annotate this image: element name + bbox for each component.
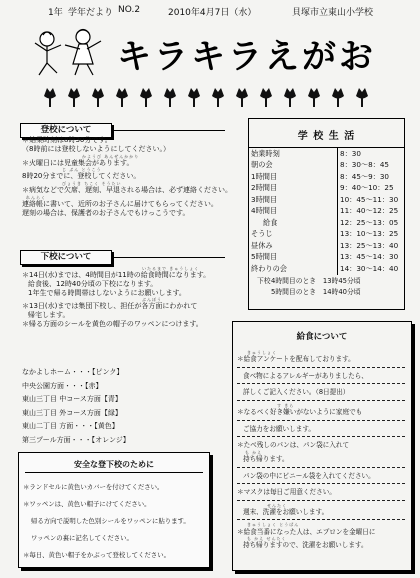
period-time: 10：45〜11：30 (340, 194, 399, 204)
lunch-line: ＊なるべく好き嫌いがないように家庭でも (237, 408, 363, 417)
dismissal-text (22, 266, 252, 329)
ruby-reading: びょうき ちこく そうたい (62, 181, 122, 186)
tulip-border (40, 86, 385, 108)
schedule-row (249, 263, 400, 275)
safety-line: ＊ワッペンは、黄色い帽子にけてください。 (23, 500, 151, 508)
commute-line: 連絡帳に書いて、近所のお子さんに届けてもらってください。 (22, 199, 218, 208)
ruby-reading: れんらく (26, 194, 46, 200)
commute-text (22, 136, 244, 217)
route-list (22, 366, 130, 447)
commute-line: （8時前には登校しないようにしてください。） (22, 144, 170, 153)
dismissal-line: 給食後、12時40分頃の下校になります。 (28, 279, 158, 288)
newsletter-title: キラキラえがお (117, 37, 376, 77)
issue-date: 2010年4月7日（水） (168, 8, 257, 18)
period-time: 13：45〜14：30 (340, 252, 399, 262)
lunch-line: パン袋の中にビニール袋を入れてください。 (243, 471, 375, 480)
schedule-row (249, 206, 400, 218)
commute-line: ＊始業時刻は8時30分です。 (22, 136, 112, 144)
schedule-row (249, 240, 400, 252)
lunch-line: ご協力をお願いします。 (243, 424, 316, 433)
ruby-reading: せんたく (267, 502, 287, 508)
safety-line: 帰る方向で説明した色別シールをワッペンに貼ります。 (31, 517, 190, 525)
period-label: 3時間目 (249, 194, 338, 206)
dismissal-times-label: 下校 (257, 276, 271, 285)
period-time: 8：45〜9：30 (340, 171, 390, 181)
schedule-row (249, 194, 400, 206)
lunch-line: ＊マスクは毎日ご用意ください。 (237, 488, 336, 497)
commute-line: ＊火曜日には児童集会があります。 (22, 158, 134, 167)
period-time: 12：25〜13：05 (340, 217, 399, 227)
grade-label: 1年 (48, 8, 63, 18)
schedule-row (249, 171, 400, 183)
safety-box (18, 452, 210, 568)
schedule-row (249, 183, 400, 195)
dismissal-line: ＊13日(水)までは集団下校し、担任が各方面にわかれて (22, 302, 198, 311)
safety-line: ＊ランドセルに黄色いカバーを付けてください。 (23, 483, 164, 491)
period-label: そうじ (249, 229, 338, 241)
period-time: 8：30〜8：45 (340, 160, 390, 170)
commute-heading: 登校について (20, 123, 112, 138)
commute-line: 遅刻の場合は、保護者のお子さんでもけっこうです。 (22, 208, 190, 217)
ruby-reading: じ ぷん とうこう (62, 167, 102, 173)
commute-line: ＊病気などで欠席、遅刻、早退される場合は、必ず連絡ください。 (22, 186, 232, 194)
lunch-line: ＊たべ残しのパンは、パン袋に入れて (237, 441, 350, 450)
schedule-row (249, 217, 400, 229)
route-item: 第三プール方面・・・【オレンジ】 (22, 435, 130, 444)
ruby-reading: も かえ せんたく (247, 536, 287, 542)
ruby-reading: きゅうしょく (247, 350, 277, 355)
period-label: 4時間目 (249, 206, 338, 218)
dismissal-time: 5時間目のとき 14時40分頃 (271, 287, 361, 296)
period-label: 始業時刻 (249, 148, 338, 160)
period-label: 朝の会 (249, 160, 338, 172)
ruby-reading: かようび あんぜんかかり (82, 153, 140, 159)
route-item: 中央公園方面・・・【赤】 (22, 381, 103, 390)
dismissal-line: 1年生で帰る時間帯はしないようにお願いします。 (28, 288, 186, 297)
title-banner (25, 25, 405, 77)
lunch-text (237, 350, 411, 550)
period-time: 11：40〜12：25 (340, 206, 399, 216)
dismissal-times (249, 276, 404, 298)
lunch-box (232, 321, 412, 571)
period-label: 終わりの会 (249, 263, 338, 275)
route-item: 東山三丁目 外コース方面【緑】 (22, 408, 122, 417)
route-item: なかよしホーム・・・【ピンク】 (22, 368, 124, 376)
route-item: 東山三丁目 中コース方面【青】 (22, 395, 122, 403)
lunch-heading: 給食について (296, 332, 348, 342)
lunch-line: ＊給食アンケートを配布しております。 (237, 355, 355, 364)
issue-number: NO.2 (118, 5, 141, 15)
schedule-row (249, 160, 400, 172)
schedule-box (248, 118, 405, 310)
ruby-reading: ぶんぼう (142, 297, 162, 303)
safety-text (23, 479, 209, 564)
dismissal-line: ＊帰る方面のシールを黄色の帽子のワッペンにつけます。 (22, 319, 203, 328)
lunch-line: ＊給食当番になった人は、エプロンを金曜日に (237, 527, 376, 536)
dismissal-line: 帰宅します。 (28, 311, 70, 319)
schedule-table (249, 148, 400, 275)
schedule-row (249, 148, 400, 160)
dismissal-heading: 下校について (20, 250, 112, 265)
lunch-line: 週末、洗濯をお願いします。 (243, 507, 329, 516)
period-label: 2時間目 (249, 183, 338, 195)
period-label: 昼休み (249, 240, 338, 252)
safety-line: ワッペンの裏に記名してください。 (31, 534, 133, 542)
dismissal-time: 4時間目のとき 13時45分頃 (271, 276, 361, 285)
children-illustration (25, 25, 125, 81)
ruby-reading: す きら (277, 402, 295, 408)
period-label: 5時間目 (249, 252, 338, 264)
safety-heading-rule (25, 472, 203, 473)
period-label: 1時間目 (249, 171, 338, 183)
ruby-reading: いたるまで きゅうしょく (142, 266, 200, 271)
period-label: 給食 (249, 217, 338, 229)
schedule-row (249, 229, 400, 241)
period-time: 13：10〜13：25 (340, 229, 399, 239)
lunch-line: 食べ物によるアレルギーがありましたら、 (243, 371, 368, 380)
schedule-row (249, 252, 400, 264)
period-time: 14：30〜14：40 (340, 263, 399, 273)
schedule-heading: 学 校 生 活 (297, 131, 356, 142)
period-time: 13：25〜13：40 (340, 240, 399, 250)
section-divider (112, 130, 225, 131)
safety-line: ＊毎日、黄色い帽子をかぶって登校してください。 (23, 551, 170, 559)
lunch-line: 持ち帰ります。 (243, 454, 289, 463)
period-time: 9：40〜10：25 (340, 183, 394, 193)
safety-heading: 安全な登下校のために (74, 460, 154, 469)
period-time: 8：30 (340, 148, 361, 158)
route-item: 東山二丁目 方面・・・【黄色】 (22, 422, 119, 430)
ruby-reading: も かえ (245, 449, 263, 455)
section-divider (112, 257, 225, 258)
lunch-line: 詳しくご記入ください。（8日提出） (243, 388, 350, 397)
ruby-reading: きゅうしょく とうばん (247, 522, 300, 528)
commute-line: 8時20分までに、登校してください。 (22, 172, 141, 181)
dismissal-line: ＊14日(水)までは、4時間目が11時の給食時間になります。 (22, 271, 211, 279)
school-name: 貝塚市立東山小学校 (292, 8, 374, 18)
lunch-line: 持ち帰りますので、洗濯をお願いします。 (243, 541, 368, 550)
newsletter-label: 学年だより (68, 8, 114, 18)
